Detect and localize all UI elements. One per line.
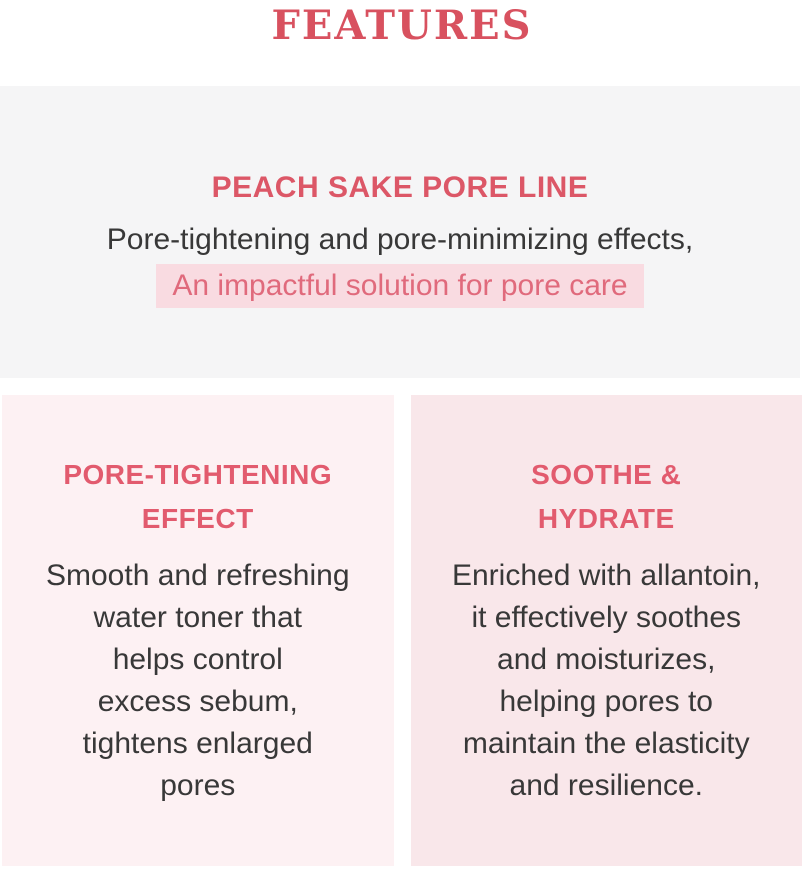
card-body-line: helping pores to xyxy=(499,685,713,718)
card-body-line: pores xyxy=(160,769,236,802)
intro-highlight-wrap xyxy=(0,264,800,308)
card-body-line: tightens enlarged xyxy=(82,727,313,760)
feature-card-pore-tightening xyxy=(2,395,394,866)
card-body-line: and moisturizes, xyxy=(497,643,716,676)
card-body-line: helps control xyxy=(112,643,283,676)
card-body xyxy=(411,555,803,807)
card-heading-line: SOOTHE & xyxy=(531,459,682,490)
intro-highlight: An impactful solution for pore care xyxy=(156,264,643,308)
card-body-line: it effectively soothes xyxy=(471,601,742,634)
intro-panel xyxy=(0,86,800,378)
card-body-line: Enriched with allantoin, xyxy=(451,559,761,592)
card-heading-line: PORE-TIGHTENING xyxy=(63,459,333,490)
page-title: FEATURES xyxy=(271,2,533,49)
card-body-line: water toner that xyxy=(93,601,302,634)
card-heading xyxy=(2,453,394,541)
card-heading-line: HYDRATE xyxy=(537,503,675,534)
intro-line: Pore-tightening and pore-minimizing effects, xyxy=(106,223,694,256)
card-body xyxy=(2,555,394,807)
card-body-line: maintain the elasticity xyxy=(462,727,750,760)
feature-cards-row xyxy=(2,395,802,866)
intro-heading: PEACH SAKE PORE LINE xyxy=(211,171,589,204)
card-heading-line: EFFECT xyxy=(141,503,254,534)
card-body-line: Smooth and refreshing xyxy=(45,559,350,592)
card-heading xyxy=(411,453,803,541)
card-body-line: excess sebum, xyxy=(97,685,298,718)
feature-card-soothe-hydrate xyxy=(411,395,803,866)
card-body-line: and resilience. xyxy=(509,769,703,802)
